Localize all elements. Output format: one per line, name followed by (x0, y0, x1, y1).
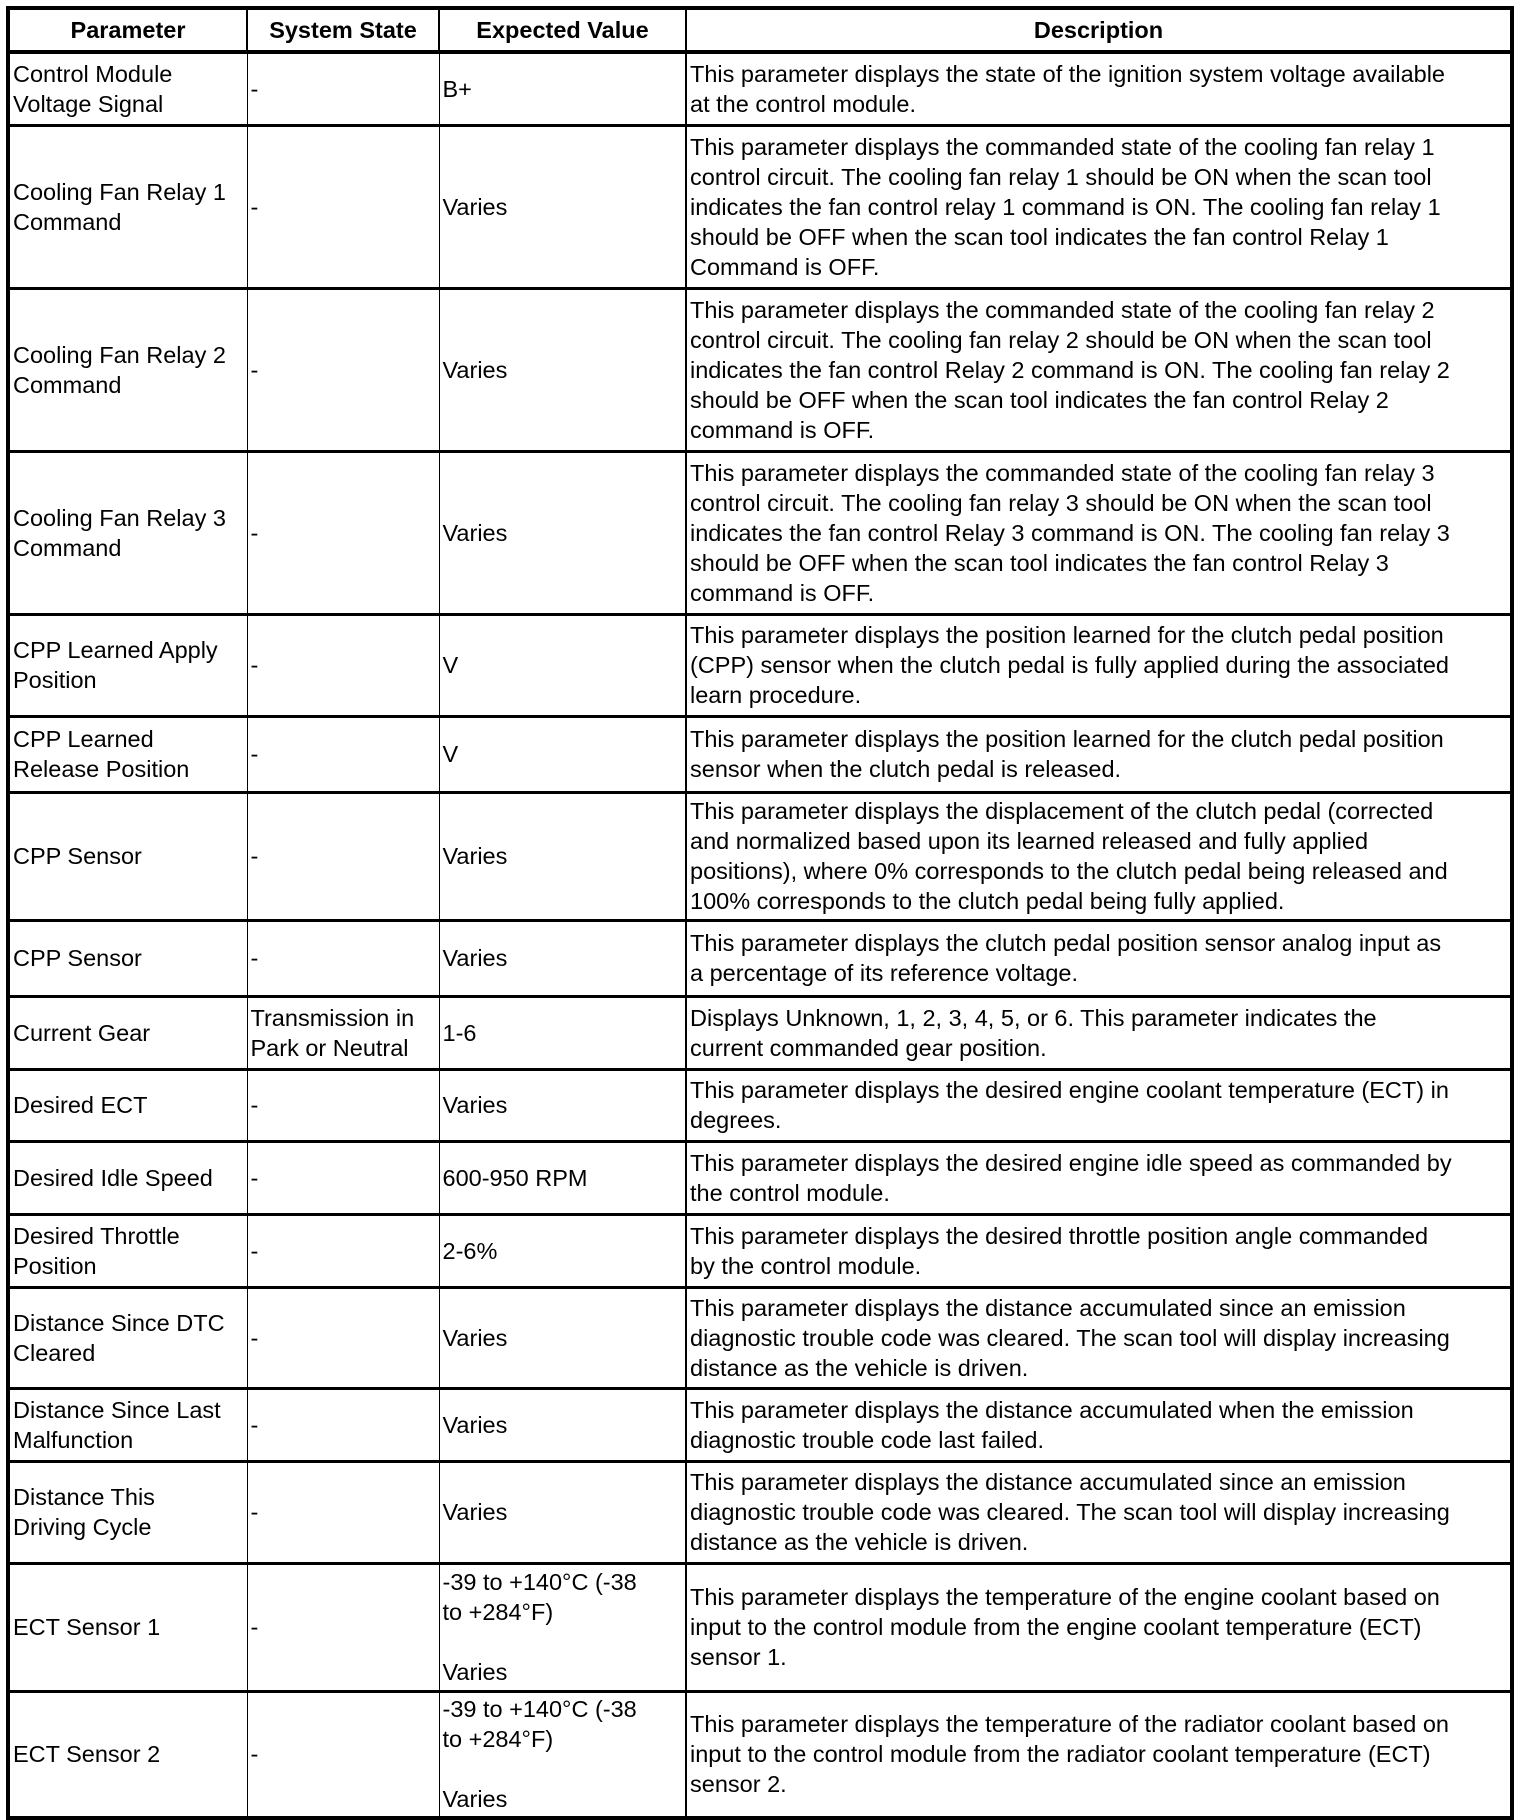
cell-parameter: Cooling Fan Relay 2 Command (8, 288, 247, 451)
cell-parameter: Distance Since DTC Cleared (8, 1287, 247, 1388)
table-row (8, 1461, 1512, 1563)
cell-expected-value: Varies (439, 288, 686, 451)
cell-description: This parameter displays the displacement of the clutch pedal (corrected and normalized based upon its learned released and fully applied positions), where 0% corresponds to the clutch pedal being released and 100% corresponds to the clutch pedal being fully applied. (686, 792, 1512, 920)
cell-description: This parameter displays the distance accumulated when the emission diagnostic trouble code last failed. (686, 1388, 1512, 1461)
cell-expected-value: 600-950 RPM (439, 1141, 686, 1214)
table-row (8, 1388, 1512, 1461)
cell-parameter: Desired ECT (8, 1069, 247, 1141)
cell-parameter: CPP Learned Release Position (8, 716, 247, 792)
table-row (8, 614, 1512, 716)
cell-system-state: - (247, 1141, 439, 1214)
cell-expected-value: 2-6% (439, 1214, 686, 1287)
parameter-table (6, 6, 1514, 1820)
cell-description: This parameter displays the desired engine coolant temperature (ECT) in degrees. (686, 1069, 1512, 1141)
cell-parameter: ECT Sensor 2 (8, 1691, 247, 1818)
cell-expected-value: Varies (439, 125, 686, 288)
cell-system-state: - (247, 52, 439, 125)
cell-system-state: - (247, 288, 439, 451)
cell-expected-value: B+ (439, 52, 686, 125)
cell-expected-value: V (439, 716, 686, 792)
cell-description: This parameter displays the temperature of the radiator coolant based on input to the control module from the radiator coolant temperature (ECT) sensor 2. (686, 1691, 1512, 1818)
cell-expected-value: Varies (439, 792, 686, 920)
cell-system-state: - (247, 1069, 439, 1141)
cell-parameter: CPP Sensor (8, 792, 247, 920)
cell-expected-value: -39 to +140°C (-38 to +284°F) Varies (439, 1563, 686, 1691)
cell-system-state: - (247, 1388, 439, 1461)
cell-expected-value: Varies (439, 1287, 686, 1388)
cell-description: This parameter displays the temperature of the engine coolant based on input to the control module from the engine coolant temperature (ECT) sensor 1. (686, 1563, 1512, 1691)
cell-parameter: Distance Since Last Malfunction (8, 1388, 247, 1461)
header-description: Description (686, 8, 1512, 52)
header-row (8, 8, 1512, 52)
header-parameter: Parameter (8, 8, 247, 52)
cell-expected-value: -39 to +140°C (-38 to +284°F) Varies (439, 1691, 686, 1818)
cell-description: This parameter displays the position learned for the clutch pedal position (CPP) sensor when the clutch pedal is fully applied during the associated learn procedure. (686, 614, 1512, 716)
cell-system-state: - (247, 614, 439, 716)
cell-description: This parameter displays the distance accumulated since an emission diagnostic trouble code was cleared. The scan tool will display increasing distance as the vehicle is driven. (686, 1461, 1512, 1563)
cell-expected-value: Varies (439, 920, 686, 996)
cell-parameter: Cooling Fan Relay 3 Command (8, 451, 247, 614)
cell-description: This parameter displays the desired throttle position angle commanded by the control module. (686, 1214, 1512, 1287)
cell-expected-value: Varies (439, 1461, 686, 1563)
cell-system-state: - (247, 451, 439, 614)
cell-expected-value: Varies (439, 451, 686, 614)
cell-description: This parameter displays the commanded state of the cooling fan relay 2 control circuit. The cooling fan relay 2 should be ON when the scan tool indicates the fan control Relay 2 command is ON. The cooling fan relay 2 should be OFF when the scan tool indicates the fan control Relay 2 command is OFF. (686, 288, 1512, 451)
cell-system-state: - (247, 125, 439, 288)
cell-expected-value: 1-6 (439, 996, 686, 1069)
cell-parameter: CPP Sensor (8, 920, 247, 996)
cell-description: This parameter displays the position learned for the clutch pedal position sensor when the clutch pedal is released. (686, 716, 1512, 792)
cell-parameter: Control Module Voltage Signal (8, 52, 247, 125)
cell-description: This parameter displays the commanded state of the cooling fan relay 3 control circuit. The cooling fan relay 3 should be ON when the scan tool indicates the fan control Relay 3 command is ON. The cooling fan relay 3 should be OFF when the scan tool indicates the fan control Relay 3 command is OFF. (686, 451, 1512, 614)
header-system-state: System State (247, 8, 439, 52)
cell-expected-value: V (439, 614, 686, 716)
cell-parameter: Distance This Driving Cycle (8, 1461, 247, 1563)
table-row (8, 1691, 1512, 1818)
cell-description: This parameter displays the state of the ignition system voltage available at the control module. (686, 52, 1512, 125)
table-row (8, 1287, 1512, 1388)
table-row (8, 1214, 1512, 1287)
cell-description: This parameter displays the desired engine idle speed as commanded by the control module. (686, 1141, 1512, 1214)
cell-system-state: - (247, 716, 439, 792)
cell-parameter: Desired Idle Speed (8, 1141, 247, 1214)
cell-description: Displays Unknown, 1, 2, 3, 4, 5, or 6. This parameter indicates the current commanded gear position. (686, 996, 1512, 1069)
cell-description: This parameter displays the commanded state of the cooling fan relay 1 control circuit. The cooling fan relay 1 should be ON when the scan tool indicates the fan control relay 1 command is ON. The cooling fan relay 1 should be OFF when the scan tool indicates the fan control Relay 1 Command is OFF. (686, 125, 1512, 288)
cell-expected-value: Varies (439, 1069, 686, 1141)
cell-parameter: Current Gear (8, 996, 247, 1069)
cell-description: This parameter displays the distance accumulated since an emission diagnostic trouble code was cleared. The scan tool will display increasing distance as the vehicle is driven. (686, 1287, 1512, 1388)
cell-system-state: - (247, 792, 439, 920)
table-row (8, 716, 1512, 792)
cell-system-state: - (247, 1461, 439, 1563)
table-row (8, 1563, 1512, 1691)
table-row (8, 52, 1512, 125)
cell-system-state: - (247, 1214, 439, 1287)
table-row (8, 792, 1512, 920)
cell-parameter: ECT Sensor 1 (8, 1563, 247, 1691)
table-row (8, 996, 1512, 1069)
table-row (8, 920, 1512, 996)
table-row (8, 1069, 1512, 1141)
table-row (8, 451, 1512, 614)
table-row (8, 288, 1512, 451)
cell-description: This parameter displays the clutch pedal position sensor analog input as a percentage of its reference voltage. (686, 920, 1512, 996)
cell-system-state: - (247, 920, 439, 996)
table-row (8, 125, 1512, 288)
table-row (8, 1141, 1512, 1214)
cell-parameter: CPP Learned Apply Position (8, 614, 247, 716)
cell-expected-value: Varies (439, 1388, 686, 1461)
cell-parameter: Desired Throttle Position (8, 1214, 247, 1287)
cell-system-state: Transmission in Park or Neutral (247, 996, 439, 1069)
header-expected-value: Expected Value (439, 8, 686, 52)
cell-system-state: - (247, 1691, 439, 1818)
cell-system-state: - (247, 1563, 439, 1691)
cell-parameter: Cooling Fan Relay 1 Command (8, 125, 247, 288)
cell-system-state: - (247, 1287, 439, 1388)
